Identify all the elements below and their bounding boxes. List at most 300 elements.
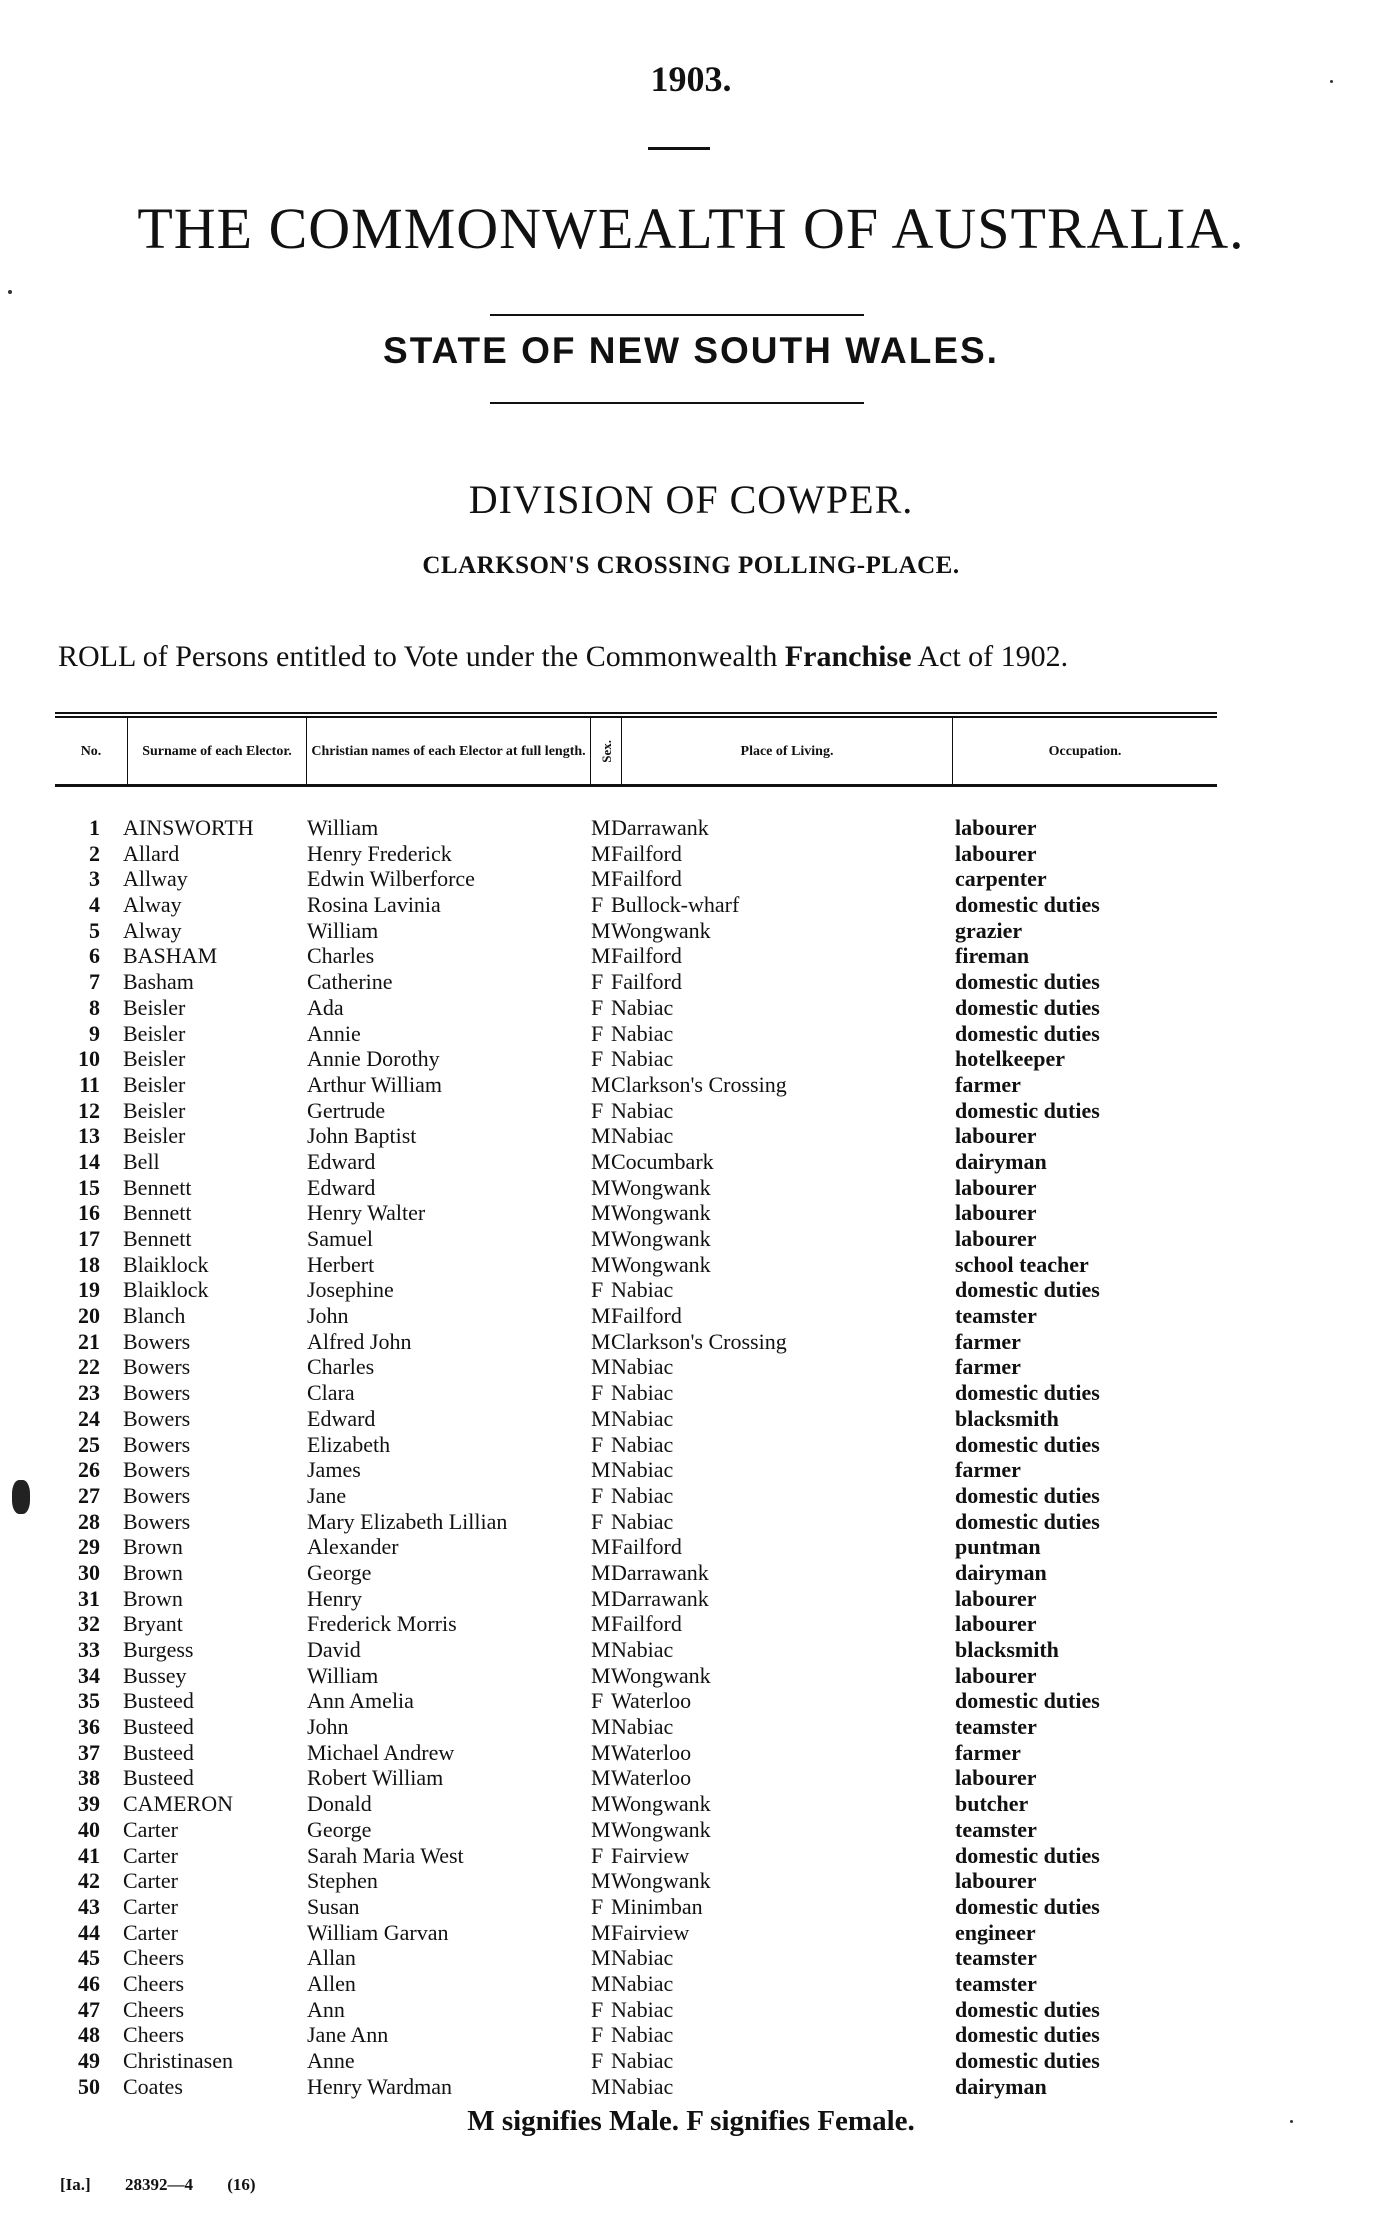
elector-occupation: teamster — [955, 1816, 1037, 1842]
elector-place-of-living: Failford — [611, 1534, 682, 1560]
elector-occupation: domestic duties — [955, 1097, 1100, 1123]
elector-christian-names: Stephen — [307, 1868, 378, 1894]
elector-place-of-living: Nabiac — [611, 1996, 674, 2022]
elector-sex: F — [591, 1508, 604, 1534]
elector-number: 2 — [89, 840, 100, 866]
sex-legend: M signifies Male. F signifies Female. — [467, 2105, 915, 2137]
elector-christian-names: George — [307, 1559, 372, 1585]
table-row — [55, 1303, 1235, 1329]
elector-place-of-living: Waterloo — [611, 1688, 692, 1714]
elector-surname: Alway — [123, 917, 182, 943]
elector-number: 9 — [89, 1020, 100, 1046]
elector-place-of-living: Nabiac — [611, 994, 674, 1020]
column-header-sex: Sex. — [591, 718, 622, 784]
elector-occupation: teamster — [955, 1303, 1037, 1329]
elector-christian-names: Anne — [307, 2048, 355, 2073]
table-row — [55, 815, 1235, 841]
table-row — [55, 1380, 1235, 1406]
elector-occupation: labourer — [955, 1868, 1037, 1894]
elector-occupation: domestic duties — [955, 1380, 1100, 1406]
elector-christian-names: Charles — [307, 1354, 375, 1380]
elector-number: 1 — [89, 815, 100, 840]
elector-place-of-living: Nabiac — [611, 2048, 674, 2073]
elector-number: 32 — [78, 1611, 100, 1637]
elector-surname: Allway — [123, 866, 188, 892]
state-heading: STATE OF NEW SOUTH WALES. — [383, 330, 999, 371]
elector-place-of-living: Nabiac — [611, 1457, 674, 1483]
elector-surname: Busteed — [123, 1739, 194, 1765]
elector-christian-names: Gertrude — [307, 1097, 386, 1123]
elector-sex: M — [591, 1970, 611, 1996]
elector-occupation: teamster — [955, 1714, 1037, 1740]
table-row — [55, 1714, 1235, 1740]
elector-place-of-living: Clarkson's Crossing — [611, 1071, 787, 1097]
elector-surname: Brown — [123, 1534, 183, 1560]
elector-surname: Blaiklock — [123, 1277, 209, 1303]
elector-christian-names: James — [307, 1457, 361, 1483]
elector-place-of-living: Minimban — [611, 1893, 703, 1919]
elector-surname: Beisler — [123, 1123, 186, 1149]
elector-christian-names: Josephine — [307, 1277, 394, 1303]
elector-place-of-living: Nabiac — [611, 1970, 674, 1996]
elector-number: 16 — [78, 1200, 100, 1226]
table-row — [55, 969, 1235, 995]
elector-sex: M — [591, 1148, 611, 1174]
elector-sex: F — [591, 1996, 604, 2022]
elector-christian-names: William — [307, 1662, 379, 1688]
elector-place-of-living: Nabiac — [611, 1354, 674, 1380]
elector-number: 33 — [78, 1637, 100, 1662]
elector-christian-names: Samuel — [307, 1226, 373, 1251]
footer-code: 28392—4 — [124, 2175, 193, 2194]
elector-number: 46 — [78, 1970, 100, 1996]
table-row — [55, 995, 1235, 1021]
elector-sex: M — [591, 866, 611, 892]
elector-list — [55, 815, 1235, 2099]
elector-sex: M — [591, 1714, 611, 1740]
elector-place-of-living: Wongwank — [611, 1791, 711, 1817]
elector-number: 15 — [78, 1174, 100, 1200]
elector-christian-names: Alfred John — [307, 1328, 412, 1354]
elector-surname: Bowers — [123, 1431, 191, 1457]
table-row — [55, 1509, 1235, 1535]
elector-surname: Blanch — [123, 1303, 186, 1329]
elector-surname: Bryant — [123, 1611, 183, 1637]
elector-number: 43 — [78, 1893, 100, 1919]
elector-place-of-living: Bullock-wharf — [611, 892, 740, 918]
elector-place-of-living: Darrawank — [611, 815, 709, 840]
elector-surname: Bennett — [123, 1200, 192, 1226]
elector-surname: Bennett — [123, 1174, 192, 1200]
elector-occupation: labourer — [955, 1585, 1037, 1611]
elector-number: 45 — [78, 1945, 100, 1971]
elector-christian-names: Edward — [307, 1405, 376, 1431]
table-row — [55, 1432, 1235, 1458]
elector-occupation: dairyman — [955, 1148, 1047, 1174]
year-rule — [648, 147, 710, 150]
elector-surname: Christinasen — [123, 2048, 233, 2073]
elector-occupation: dairyman — [955, 1559, 1047, 1585]
table-header — [55, 712, 1217, 787]
elector-sex: F — [591, 1431, 604, 1457]
elector-place-of-living: Nabiac — [611, 1508, 674, 1534]
elector-number: 26 — [78, 1457, 100, 1483]
column-header-place: Place of Living. — [622, 718, 953, 784]
state-top-rule — [490, 314, 864, 316]
elector-number: 22 — [78, 1354, 100, 1380]
elector-sex: M — [591, 1354, 611, 1380]
elector-place-of-living: Wongwank — [611, 1662, 711, 1688]
elector-place-of-living: Waterloo — [611, 1739, 692, 1765]
polling-place-heading: CLARKSON'S CROSSING POLLING-PLACE. — [422, 552, 960, 579]
table-row — [55, 1329, 1235, 1355]
elector-number: 12 — [78, 1097, 100, 1123]
elector-christian-names: Annie — [307, 1020, 361, 1046]
table-row — [55, 892, 1235, 918]
elector-sex: M — [591, 1405, 611, 1431]
elector-number: 17 — [78, 1226, 100, 1251]
elector-place-of-living: Fairview — [611, 1919, 690, 1945]
elector-number: 3 — [89, 866, 100, 892]
elector-surname: AINSWORTH — [123, 815, 254, 840]
elector-surname: Cheers — [123, 1996, 185, 2022]
elector-sex: M — [591, 1945, 611, 1971]
elector-surname: Cheers — [123, 1945, 185, 1971]
elector-number: 11 — [79, 1071, 100, 1097]
elector-number: 6 — [89, 943, 100, 969]
elector-surname: CAMERON — [123, 1791, 234, 1817]
table-row — [55, 2074, 1235, 2100]
elector-occupation: domestic duties — [955, 2022, 1100, 2048]
table-row — [55, 1200, 1235, 1226]
elector-christian-names: Henry — [307, 1585, 362, 1611]
elector-occupation: domestic duties — [955, 1482, 1100, 1508]
table-row — [55, 1817, 1235, 1843]
elector-sex: F — [591, 892, 604, 918]
roll-title-bold: Franchise — [784, 640, 912, 673]
elector-number: 34 — [78, 1662, 100, 1688]
elector-occupation: labourer — [955, 1200, 1037, 1226]
page-title: THE COMMONWEALTH OF AUSTRALIA. — [137, 196, 1245, 261]
table-row — [55, 2048, 1235, 2074]
elector-christian-names: William — [307, 917, 379, 943]
elector-place-of-living: Nabiac — [611, 1046, 674, 1072]
elector-number: 36 — [78, 1714, 100, 1740]
elector-number: 21 — [78, 1328, 100, 1354]
elector-christian-names: Jane Ann — [307, 2022, 389, 2048]
elector-sex: M — [591, 815, 611, 840]
elector-surname: Bowers — [123, 1380, 191, 1406]
elector-place-of-living: Wongwank — [611, 1200, 711, 1226]
elector-christian-names: Arthur William — [307, 1071, 442, 1097]
elector-surname: Bennett — [123, 1226, 192, 1251]
table-row — [55, 1046, 1235, 1072]
table-row — [55, 1457, 1235, 1483]
elector-occupation: teamster — [955, 1945, 1037, 1971]
elector-surname: Beisler — [123, 1071, 186, 1097]
margin-speck — [12, 1480, 30, 1514]
elector-christian-names: David — [307, 1637, 361, 1662]
elector-sex: M — [591, 1534, 611, 1560]
table-row — [55, 1688, 1235, 1714]
table-row — [55, 1534, 1235, 1560]
elector-surname: Cheers — [123, 1970, 185, 1996]
elector-place-of-living: Failford — [611, 866, 682, 892]
elector-christian-names: Allan — [307, 1945, 356, 1971]
elector-place-of-living: Darrawank — [611, 1559, 709, 1585]
elector-surname: Alway — [123, 892, 182, 918]
elector-occupation: labourer — [955, 1226, 1037, 1251]
elector-number: 20 — [78, 1303, 100, 1329]
footer-count: (16) — [227, 2175, 256, 2194]
column-header-christian: Christian names of each Elector at full length. — [307, 718, 591, 784]
elector-number: 48 — [78, 2022, 100, 2048]
elector-christian-names: Elizabeth — [307, 1431, 391, 1457]
elector-occupation: domestic duties — [955, 1996, 1100, 2022]
elector-sex: M — [591, 1739, 611, 1765]
table-row — [55, 1354, 1235, 1380]
elector-occupation: domestic duties — [955, 1277, 1100, 1303]
elector-number: 8 — [89, 994, 100, 1020]
elector-place-of-living: Nabiac — [611, 1380, 674, 1406]
elector-sex: M — [591, 1226, 611, 1251]
table-row — [55, 1740, 1235, 1766]
elector-occupation: carpenter — [955, 866, 1047, 892]
elector-sex: F — [591, 1482, 604, 1508]
elector-sex: F — [591, 1046, 604, 1072]
elector-number: 30 — [78, 1559, 100, 1585]
elector-sex: M — [591, 1251, 611, 1277]
elector-occupation: labourer — [955, 815, 1037, 840]
elector-number: 28 — [78, 1508, 100, 1534]
elector-surname: Bowers — [123, 1328, 191, 1354]
elector-sex: M — [591, 1791, 611, 1817]
table-row — [55, 1277, 1235, 1303]
elector-occupation: labourer — [955, 840, 1037, 866]
elector-sex: M — [591, 943, 611, 969]
elector-place-of-living: Nabiac — [611, 2073, 674, 2099]
elector-place-of-living: Failford — [611, 1303, 682, 1329]
elector-sex: M — [591, 1559, 611, 1585]
elector-place-of-living: Cocumbark — [611, 1148, 714, 1174]
year-heading: 1903. — [650, 59, 732, 99]
elector-christian-names: Sarah Maria West — [307, 1842, 464, 1868]
elector-occupation: domestic duties — [955, 1020, 1100, 1046]
table-row — [55, 1483, 1235, 1509]
table-row — [55, 1945, 1235, 1971]
elector-surname: Carter — [123, 1868, 178, 1894]
elector-christian-names: Catherine — [307, 969, 393, 995]
elector-sex: M — [591, 1457, 611, 1483]
elector-sex: M — [591, 1200, 611, 1226]
elector-number: 23 — [78, 1380, 100, 1406]
elector-surname: Beisler — [123, 1046, 186, 1072]
elector-surname: Bussey — [123, 1662, 187, 1688]
elector-sex: M — [591, 917, 611, 943]
elector-sex: F — [591, 969, 604, 995]
printer-footer — [60, 2175, 286, 2195]
elector-place-of-living: Wongwank — [611, 1251, 711, 1277]
elector-christian-names: John — [307, 1714, 349, 1740]
elector-christian-names: Henry Frederick — [307, 840, 452, 866]
elector-sex: M — [591, 1174, 611, 1200]
elector-occupation: blacksmith — [955, 1637, 1059, 1662]
elector-christian-names: Donald — [307, 1791, 372, 1817]
elector-sex: F — [591, 2048, 604, 2073]
elector-christian-names: Clara — [307, 1380, 355, 1406]
elector-number: 49 — [78, 2048, 100, 2073]
elector-surname: Coates — [123, 2073, 183, 2099]
elector-number: 14 — [78, 1148, 100, 1174]
state-bottom-rule — [490, 402, 864, 404]
elector-christian-names: Edwin Wilberforce — [307, 866, 475, 892]
elector-sex: M — [591, 1303, 611, 1329]
elector-place-of-living: Nabiac — [611, 2022, 674, 2048]
table-row — [55, 1175, 1235, 1201]
elector-christian-names: Susan — [307, 1893, 360, 1919]
margin-speck — [1290, 2120, 1293, 2123]
elector-number: 39 — [78, 1791, 100, 1817]
elector-sex: M — [591, 1071, 611, 1097]
table-row — [55, 1997, 1235, 2023]
elector-occupation: labourer — [955, 1174, 1037, 1200]
table-row — [55, 1791, 1235, 1817]
table-row — [55, 1765, 1235, 1791]
roll-title — [58, 640, 1218, 674]
elector-place-of-living: Wongwank — [611, 1816, 711, 1842]
elector-surname: Cheers — [123, 2022, 185, 2048]
table-row — [55, 1920, 1235, 1946]
elector-occupation: domestic duties — [955, 994, 1100, 1020]
elector-place-of-living: Nabiac — [611, 1945, 674, 1971]
elector-christian-names: Annie Dorothy — [307, 1046, 440, 1072]
elector-occupation: domestic duties — [955, 892, 1100, 918]
elector-place-of-living: Failford — [611, 1611, 682, 1637]
elector-sex: F — [591, 2022, 604, 2048]
table-row — [55, 1663, 1235, 1689]
elector-number: 18 — [78, 1251, 100, 1277]
table-row — [55, 1406, 1235, 1432]
elector-number: 50 — [78, 2073, 100, 2099]
elector-surname: Brown — [123, 1559, 183, 1585]
elector-occupation: labourer — [955, 1662, 1037, 1688]
elector-christian-names: Mary Elizabeth Lillian — [307, 1508, 508, 1534]
elector-sex: F — [591, 1893, 604, 1919]
elector-surname: Basham — [123, 969, 194, 995]
elector-place-of-living: Nabiac — [611, 1714, 674, 1740]
elector-surname: Carter — [123, 1919, 178, 1945]
elector-christian-names: Charles — [307, 943, 375, 969]
elector-place-of-living: Failford — [611, 969, 682, 995]
elector-place-of-living: Clarkson's Crossing — [611, 1328, 787, 1354]
elector-sex: M — [591, 1611, 611, 1637]
elector-number: 4 — [89, 892, 100, 918]
table-row — [55, 1894, 1235, 1920]
elector-occupation: labourer — [955, 1611, 1037, 1637]
table-row — [55, 1611, 1235, 1637]
elector-number: 27 — [78, 1482, 100, 1508]
elector-christian-names: William — [307, 815, 379, 840]
elector-occupation: hotelkeeper — [955, 1046, 1065, 1072]
elector-place-of-living: Failford — [611, 840, 682, 866]
elector-christian-names: Rosina Lavinia — [307, 892, 441, 918]
margin-speck — [8, 290, 12, 294]
elector-place-of-living: Nabiac — [611, 1277, 674, 1303]
elector-occupation: domestic duties — [955, 1688, 1100, 1714]
elector-place-of-living: Failford — [611, 943, 682, 969]
elector-sex: M — [591, 1585, 611, 1611]
elector-place-of-living: Wongwank — [611, 1868, 711, 1894]
elector-sex: F — [591, 1380, 604, 1406]
elector-number: 5 — [89, 917, 100, 943]
elector-number: 25 — [78, 1431, 100, 1457]
elector-number: 24 — [78, 1405, 100, 1431]
elector-sex: M — [591, 1919, 611, 1945]
elector-occupation: domestic duties — [955, 969, 1100, 995]
table-row — [55, 1637, 1235, 1663]
elector-christian-names: Frederick Morris — [307, 1611, 457, 1637]
elector-occupation: farmer — [955, 1328, 1021, 1354]
elector-occupation: farmer — [955, 1457, 1021, 1483]
margin-speck — [1330, 80, 1333, 83]
elector-number: 7 — [89, 969, 100, 995]
elector-sex: F — [591, 994, 604, 1020]
elector-surname: Bowers — [123, 1405, 191, 1431]
elector-number: 41 — [78, 1842, 100, 1868]
elector-occupation: puntman — [955, 1534, 1041, 1560]
table-row — [55, 1971, 1235, 1997]
elector-number: 47 — [78, 1996, 100, 2022]
elector-sex: M — [591, 2073, 611, 2099]
elector-sex: F — [591, 1688, 604, 1714]
elector-number: 19 — [78, 1277, 100, 1303]
elector-christian-names: Henry Wardman — [307, 2073, 453, 2099]
table-row — [55, 1843, 1235, 1869]
column-header-no: No. — [55, 718, 128, 784]
elector-occupation: grazier — [955, 917, 1023, 943]
elector-place-of-living: Wongwank — [611, 1226, 711, 1251]
elector-christian-names: Henry Walter — [307, 1200, 426, 1226]
elector-sex: F — [591, 1097, 604, 1123]
roll-title-end: Act of 1902. — [911, 640, 1069, 673]
table-row — [55, 943, 1235, 969]
elector-christian-names: Jane — [307, 1482, 347, 1508]
elector-christian-names: Ann — [307, 1996, 345, 2022]
elector-place-of-living: Nabiac — [611, 1482, 674, 1508]
elector-surname: Brown — [123, 1585, 183, 1611]
elector-sex: M — [591, 840, 611, 866]
table-row — [55, 1868, 1235, 1894]
elector-surname: Bowers — [123, 1508, 191, 1534]
elector-place-of-living: Fairview — [611, 1842, 690, 1868]
elector-christian-names: George — [307, 1816, 372, 1842]
elector-place-of-living: Wongwank — [611, 1174, 711, 1200]
elector-place-of-living: Nabiac — [611, 1020, 674, 1046]
table-row — [55, 918, 1235, 944]
elector-christian-names: Herbert — [307, 1251, 375, 1277]
table-row — [55, 1021, 1235, 1047]
elector-number: 42 — [78, 1868, 100, 1894]
elector-number: 35 — [78, 1688, 100, 1714]
table-row — [55, 1123, 1235, 1149]
elector-christian-names: John — [307, 1303, 349, 1329]
elector-place-of-living: Wongwank — [611, 917, 711, 943]
elector-surname: Carter — [123, 1842, 178, 1868]
elector-surname: Busteed — [123, 1688, 194, 1714]
table-row — [55, 1149, 1235, 1175]
elector-number: 31 — [78, 1585, 100, 1611]
elector-surname: Bell — [123, 1148, 160, 1174]
